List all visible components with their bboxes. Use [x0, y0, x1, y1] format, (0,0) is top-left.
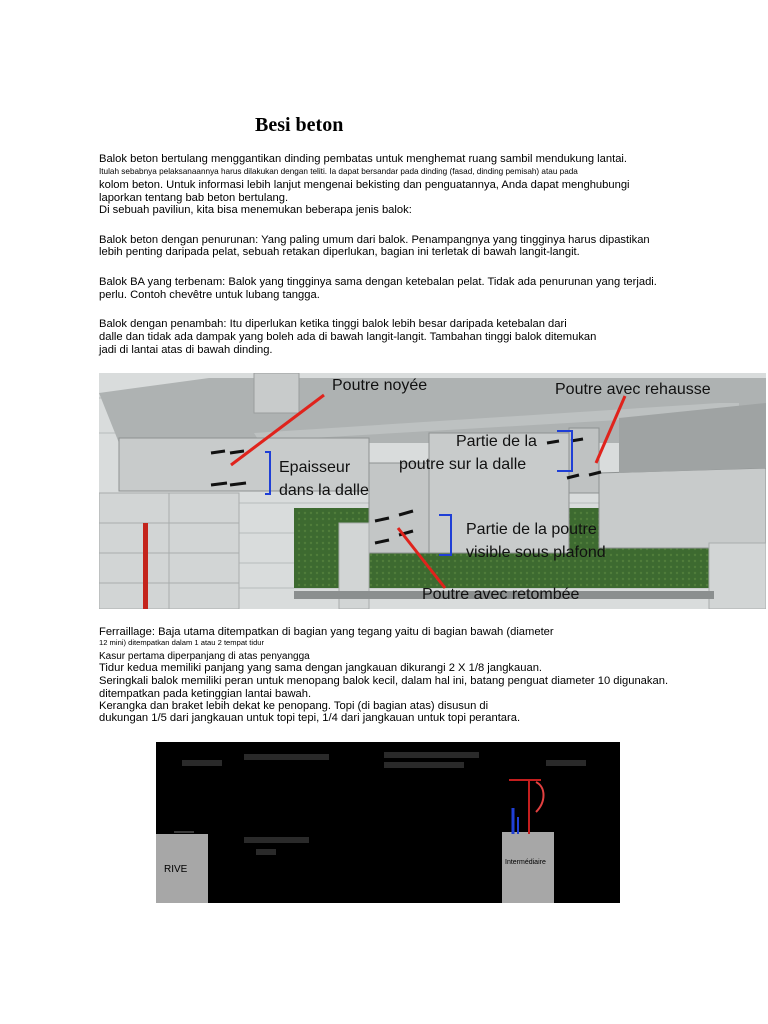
- support-intermediaire: [502, 832, 554, 903]
- page-title: Besi beton: [255, 114, 344, 136]
- reinforcement-diagram: [156, 742, 620, 903]
- intro-line-1: Balok beton bertulang menggantikan dinding pembatas untuk menghemat ruang sambil mendukung lantai.: [99, 153, 628, 165]
- ferraillage-line-4: Tidur kedua memiliki panjang yang sama dengan jangkauan dikurangi 2 X 1/8 jangkauan.: [99, 662, 543, 674]
- label-partie-visible-1: Partie de la poutre: [466, 521, 597, 538]
- ferraillage-line-3: Kasur pertama diperpanjang di atas penyangga: [99, 651, 310, 662]
- label-epaisseur-2: dans la dalle: [279, 482, 369, 499]
- intro-line-4: laporkan tentang bab beton bertulang.: [99, 192, 289, 204]
- intro-line-5: Di sebuah paviliun, kita bisa menemukan beberapa jenis balok:: [99, 204, 412, 216]
- ferraillage-line-5: Seringkali balok memiliki peran untuk menopang balok kecil, dalam hal ini, batang penguat diameter 10 digunakan.: [99, 675, 669, 687]
- ferraillage-line-2: 12 mini) ditempatkan dalam 1 atau 2 tempat tidur: [99, 638, 265, 647]
- ferraillage-line-1: Ferraillage: Baja utama ditempatkan di bagian yang tegang yaitu di bagian bawah (diameter: [99, 626, 554, 638]
- type-a-line-2: lebih penting daripada pelat, sebuah retakan diperlukan, bagian ini terletak di bawah langit-langit.: [99, 246, 580, 258]
- type-c-line-2: dalle dan tidak ada dampak yang boleh ada di bawah langit-langit. Tambahan tinggi balok ditemukan: [99, 331, 597, 343]
- type-a-line-1: Balok beton dengan penurunan: Yang paling umum dari balok. Penampangnya yang tingginya harus dipastikan: [99, 234, 650, 246]
- label-poutre-rehausse: Poutre avec rehausse: [555, 381, 711, 398]
- label-poutre-retombee: Poutre avec retombée: [422, 586, 580, 603]
- type-b-line-1: Balok BA yang terbenam: Balok yang tingginya sama dengan ketebalan pelat. Tidak ada penurunan yang terjadi.: [99, 276, 657, 288]
- type-c-line-1: Balok dengan penambah: Itu diperlukan ketika tinggi balok lebih besar daripada ketebalan dari: [99, 318, 567, 330]
- ferraillage-line-8: dukungan 1/5 dari jangkauan untuk topi tepi, 1/4 dari jangkauan untuk topi perantara.: [99, 712, 521, 724]
- label-rive: RIVE: [164, 864, 188, 875]
- label-partie-dalle-1: Partie de la: [456, 433, 537, 450]
- label-epaisseur-1: Epaisseur: [279, 459, 351, 476]
- label-intermediaire: Intermédiaire: [505, 859, 546, 866]
- ferraillage-line-7: Kerangka dan braket lebih dekat ke penopang. Topi (di bagian atas) disusun di: [99, 700, 489, 712]
- label-partie-visible-2: visible sous plafond: [466, 544, 606, 561]
- intro-line-2: Itulah sebabnya pelaksanaannya harus dilakukan dengan teliti. Ia dapat bersandar pada dinding (fasad, dinding pemisah) atau pada: [99, 167, 578, 176]
- type-c-line-3: jadi di lantai atas di bawah dinding.: [99, 344, 273, 356]
- type-b-line-2: perlu. Contoh chevêtre untuk lubang tangga.: [99, 289, 320, 301]
- ferraillage-line-6: ditempatkan pada ketinggian lantai bawah.: [99, 688, 312, 700]
- label-partie-dalle-2: poutre sur la dalle: [399, 456, 527, 473]
- intro-line-3: kolom beton. Untuk informasi lebih lanjut mengenai bekisting dan penguatannya, Anda dapat menghubungi: [99, 179, 630, 191]
- label-poutre-noyee: Poutre noyée: [332, 377, 428, 394]
- beam-illustration: [99, 373, 766, 609]
